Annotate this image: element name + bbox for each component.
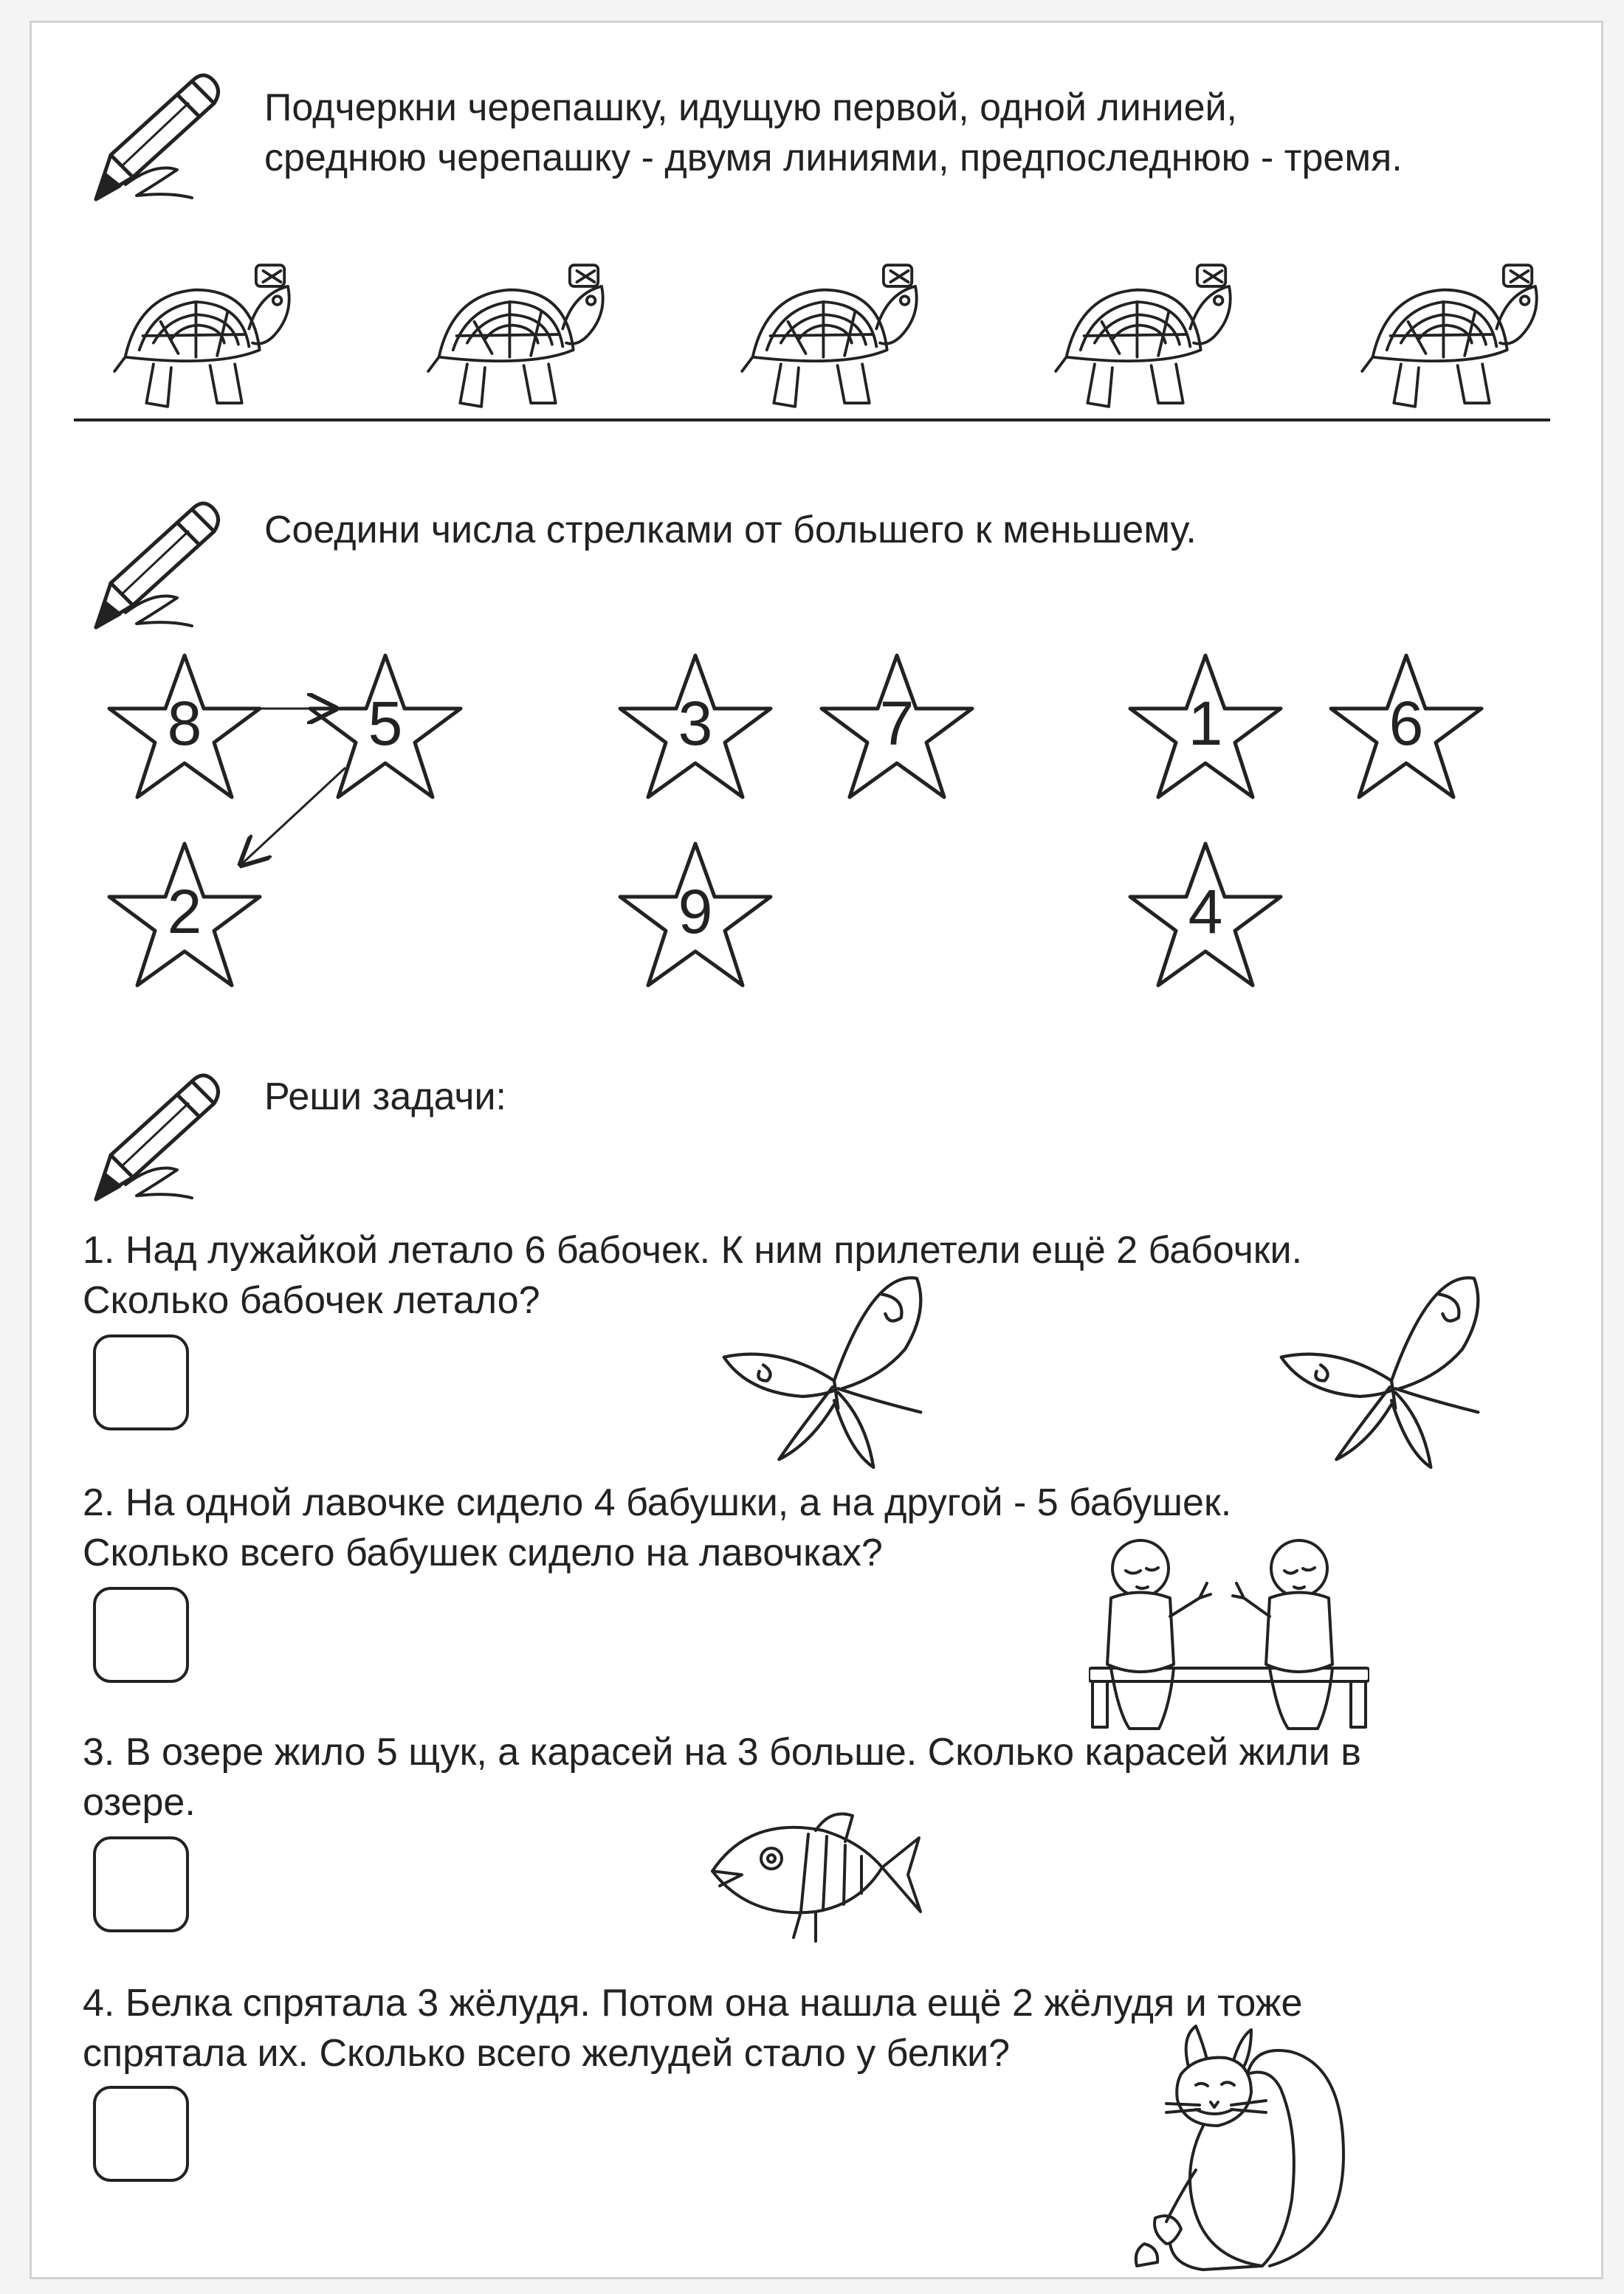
star-number: 3 (678, 689, 713, 758)
turtle-icon (1052, 251, 1236, 421)
answer-box-3[interactable] (93, 1836, 189, 1932)
fish-icon (705, 1801, 926, 1949)
task-line: спрятала их. Сколько всего желудей стало у белки? (83, 2032, 1011, 2075)
star-number: 8 (167, 689, 202, 758)
butterfly-icon (716, 1262, 952, 1484)
squirrel-icon (1122, 2022, 1358, 2273)
ground-line (74, 418, 1550, 421)
star-2[interactable] (103, 838, 266, 1000)
turtle-icon (111, 251, 295, 421)
pencil-icon (66, 495, 236, 642)
task-line: 4. Белка спрятала 3 жёлудя. Потом она нашла ещё 2 жёлудя и тоже (83, 1982, 1303, 2025)
task-line: Сколько всего бабушек сидело на лавочках? (83, 1532, 883, 1574)
task-line: Сколько бабочек летало? (83, 1279, 540, 1322)
star-9[interactable] (614, 838, 777, 1000)
turtle-icon (1358, 251, 1543, 421)
star-number: 1 (1188, 689, 1223, 758)
instruction-line-1: Подчеркни черепашку, идущую первой, одной линией, (264, 86, 1237, 129)
star-number: 2 (167, 877, 202, 946)
star-7[interactable] (816, 650, 978, 812)
star-number: 5 (368, 689, 403, 758)
task-line: озере. (83, 1781, 196, 1824)
answer-box-1[interactable] (93, 1334, 189, 1430)
instruction-line-2: среднюю черепашку - двумя линиями, предпоследнюю - тремя. (264, 137, 1403, 179)
star-5[interactable] (304, 650, 467, 812)
instruction-connect-numbers: Соедини числа стрелками от большего к меньшему. (264, 509, 1197, 551)
star-3[interactable] (614, 650, 777, 812)
task-line: 1. Над лужайкой летало 6 бабочек. К ним прилетели ещё 2 бабочки. (83, 1229, 1303, 1272)
star-number: 9 (678, 877, 713, 946)
task-line: 3. В озере жило 5 щук, а карасей на 3 больше. Сколько карасей жили в (83, 1731, 1361, 1774)
star-6[interactable] (1325, 650, 1487, 812)
star-4[interactable] (1124, 838, 1287, 1000)
star-1[interactable] (1124, 650, 1287, 812)
grandmothers-on-bench-icon (1089, 1535, 1369, 1735)
instruction-underline-turtles (264, 83, 1403, 183)
task-line: 2. На одной лавочке сидело 4 бабушки, а на другой - 5 бабушек. (83, 1481, 1232, 1524)
turtle-icon (738, 251, 923, 421)
answer-box-4[interactable] (93, 2086, 189, 2182)
star-number: 7 (879, 689, 915, 758)
turtle-icon (424, 251, 609, 421)
pencil-icon (66, 66, 236, 214)
star-8[interactable] (103, 650, 266, 812)
butterfly-icon (1273, 1262, 1510, 1484)
instruction-solve-tasks: Реши задачи: (264, 1075, 506, 1118)
answer-box-2[interactable] (93, 1587, 189, 1683)
pencil-icon (66, 1067, 236, 1214)
star-number: 4 (1188, 877, 1223, 946)
star-number: 6 (1389, 689, 1424, 758)
